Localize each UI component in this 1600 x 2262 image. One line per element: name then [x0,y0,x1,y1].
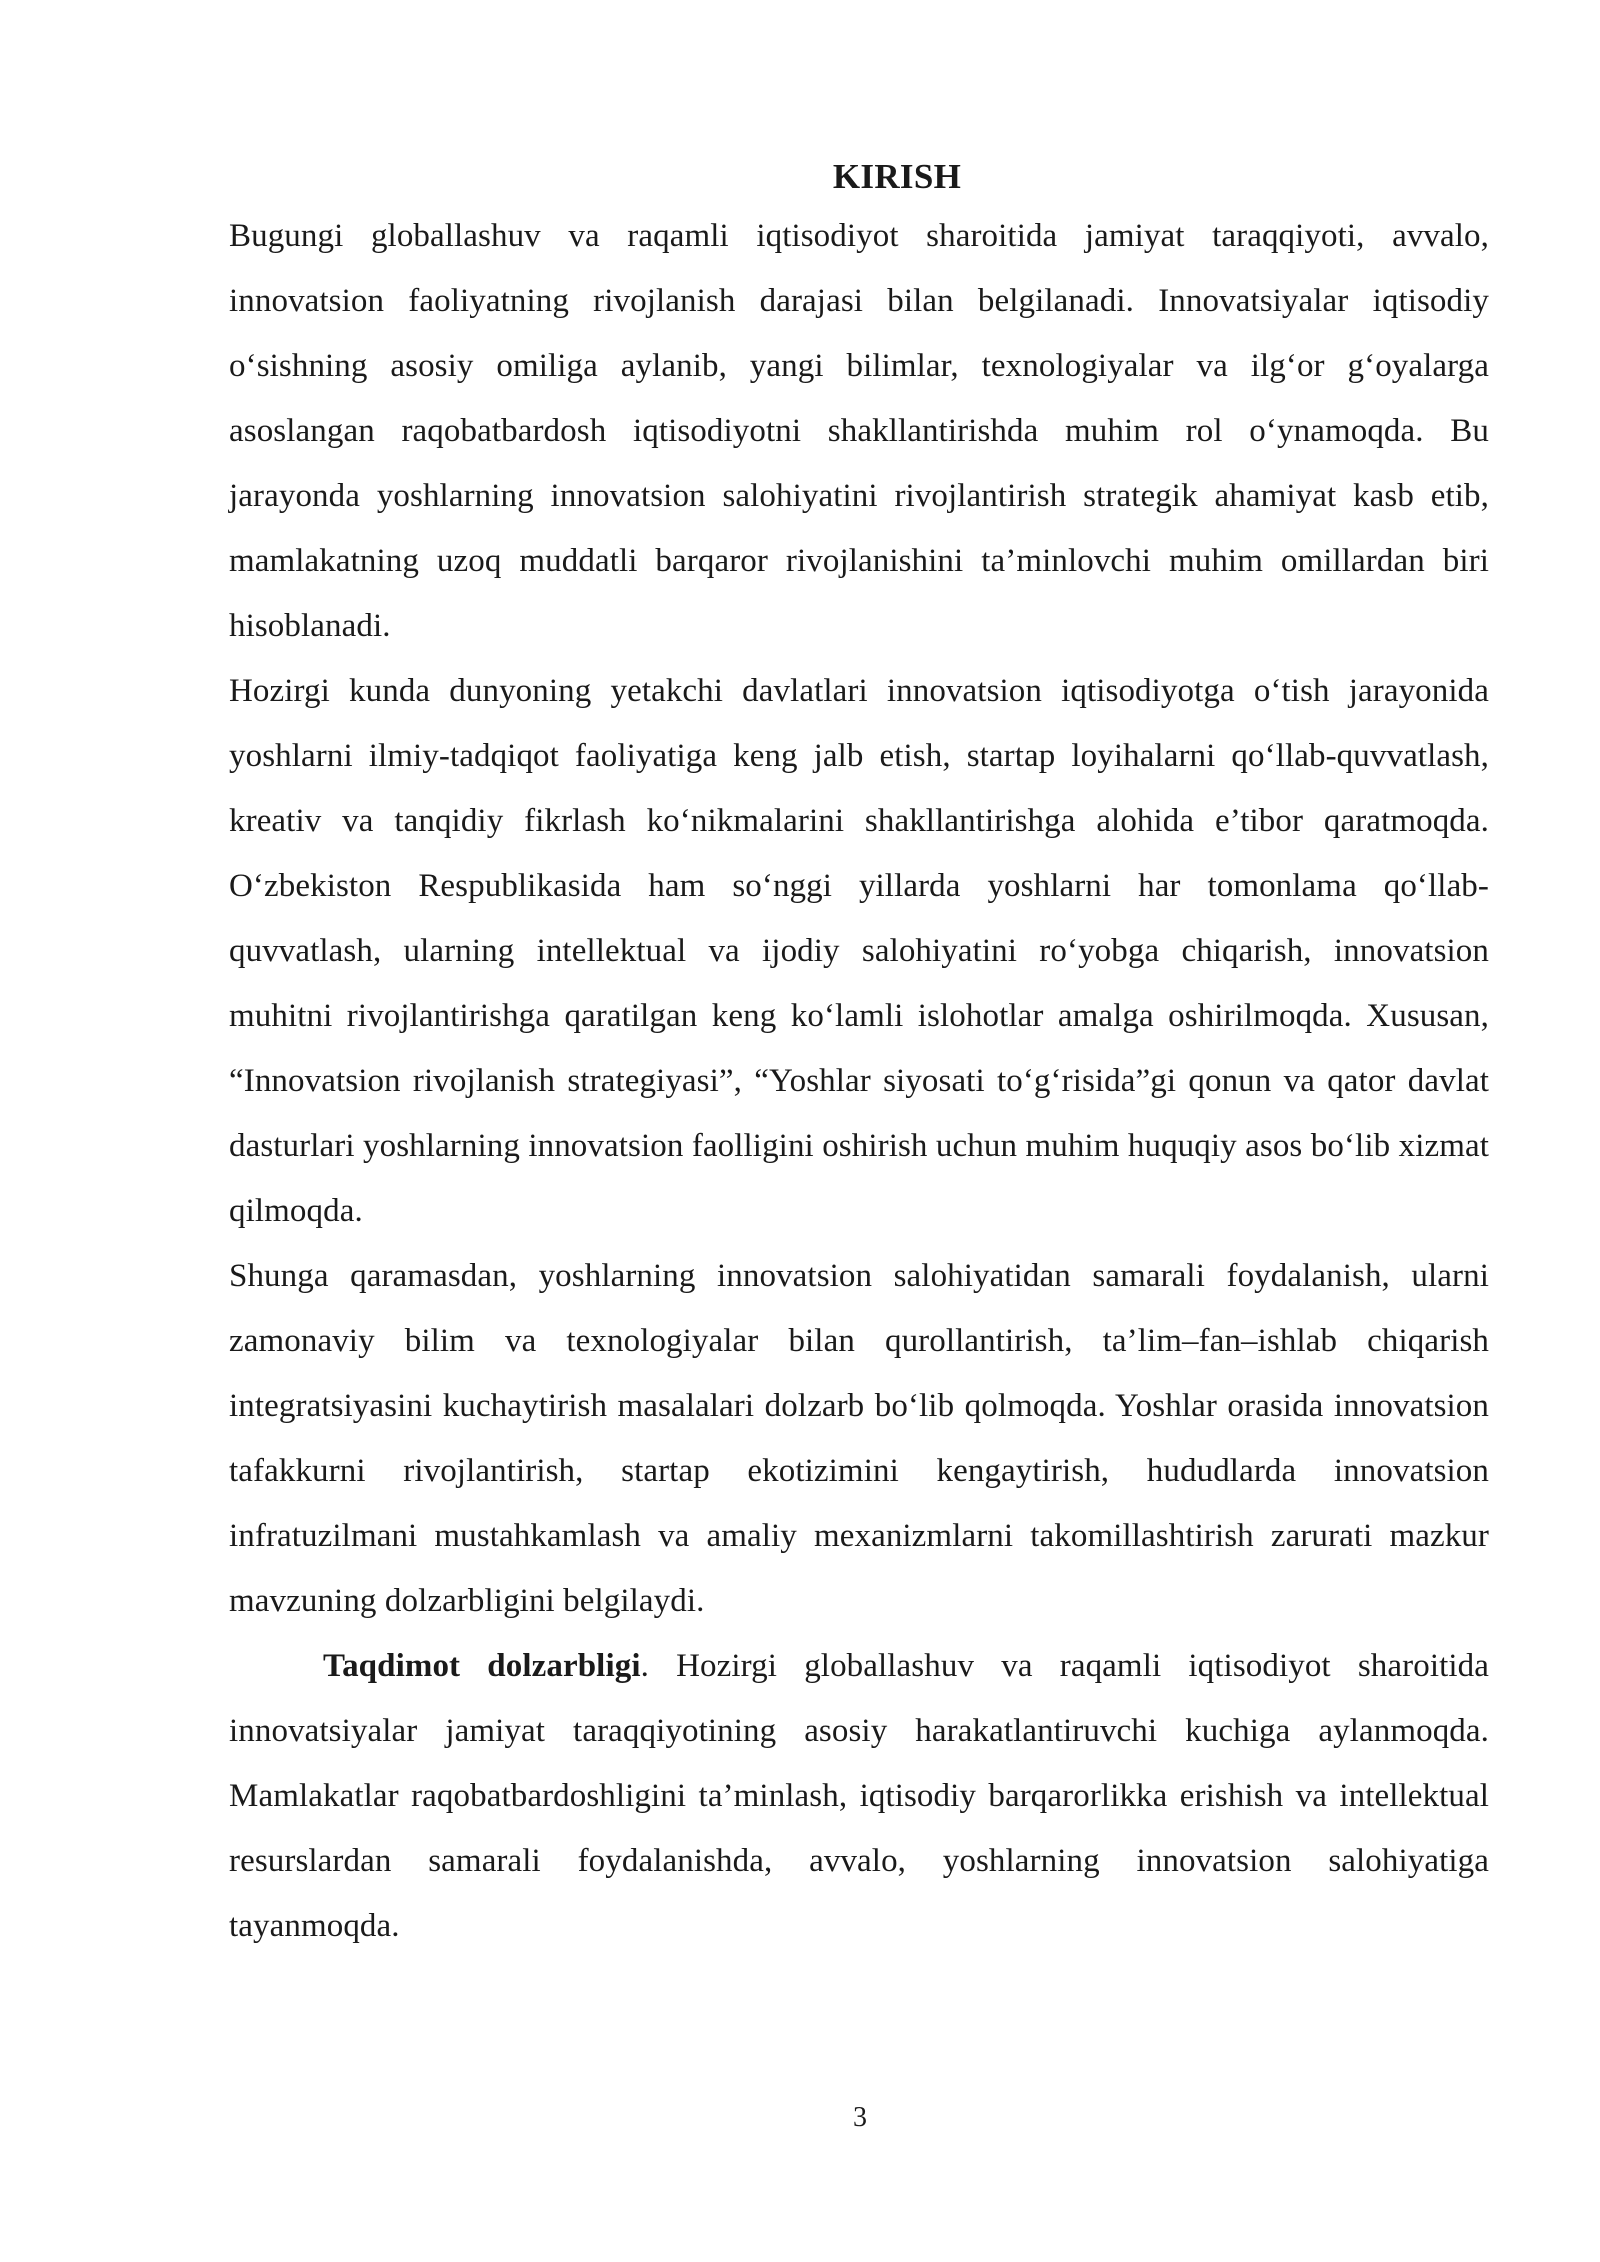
section-heading: KIRISH [832,157,962,196]
paragraph-problem: Shunga qaramasdan, yoshlarning innovatsion salohiyatidan samarali foydalanish, ularni zamonaviy bilim va texnologiyalar bilan qurollantirish, ta’lim–fan–ishlab chiqarish integratsiyasini kuchaytirish masalalari dolzarb bo‘lib qolmoqda. Yoshlar orasida innovatsion tafakkurni rivojlantirish, startap ekotizimini kengaytirish, hududlarda innovatsion infratuzilmani mustahkamlash va amaliy mexanizmlarni takomillashtirish zarurati mazkur mavzuning dolzarbligini belgilaydi. [229,1258,1489,1619]
paragraph-intro: Bugungi globallashuv va raqamli iqtisodiyot sharoitida jamiyat taraqqiyoti, avvalo, innovatsion faoliyatning rivojlanish darajasi bilan belgilanadi. Innovatsiyalar iqtisodiy o‘sishning asosiy omiliga aylanib, yangi bilimlar, texnologiyalar va ilg‘or g‘oyalarga asoslangan raqobatbardosh iqtisodiyotni shakllantirishda muhim rol o‘ynamoqda. Bu jarayonda yoshlarning innovatsion salohiyatini rivojlantirish strategik ahamiyat kasb etib, mamlakatning uzoq muddatli barqaror rivojlanishini ta’minlovchi muhim omillardan biri hisoblanadi. [229,218,1489,644]
page-number: 3 [853,2102,867,2133]
paragraph-world-context: Hozirgi kunda dunyoning yetakchi davlatlari innovatsion iqtisodiyotga o‘tish jarayonida yoshlarni ilmiy-tadqiqot faoliyatiga keng jalb etish, startap loyihalarni qo‘llab-quvvatlash, kreativ va tanqidiy fikrlash ko‘nikmalarini shakllantirishga alohida e’tibor qaratmoqda. O‘zbekiston Respublikasida ham so‘nggi yillarda yoshlarni har tomonlama qo‘llab-quvvatlash, ularning intellektual va ijodiy salohiyatini ro‘yobga chiqarish, innovatsion muhitni rivojlantirishga qaratilgan keng ko‘lamli islohotlar amalga oshirilmoqda. Xususan, “Innovatsion rivojlanish strategiyasi”, “Yoshlar siyosati to‘g‘risida”gi qonun va qator davlat dasturlari yoshlarning innovatsion faolligini oshirish uchun muhim huquqiy asos bo‘lib xizmat qilmoqda. [229,673,1489,1229]
paragraph-relevance [229,1634,1489,1959]
page-content [229,150,1489,1959]
relevance-text: . Hozirgi globallashuv va raqamli iqtisodiyot sharoitida innovatsiyalar jamiyat taraqqiyotining asosiy harakatlantiruvchi kuchiga aylanmoqda. Mamlakatlar raqobatbardoshligini ta’minlash, iqtisodiy barqarorlikka erishish va intellektual resurslardan samarali foydalanishda, avvalo, yoshlarning innovatsion salohiyatiga tayanmoqda. [229,1648,1489,1944]
relevance-lead: Taqdimot dolzarbligi [323,1648,641,1684]
